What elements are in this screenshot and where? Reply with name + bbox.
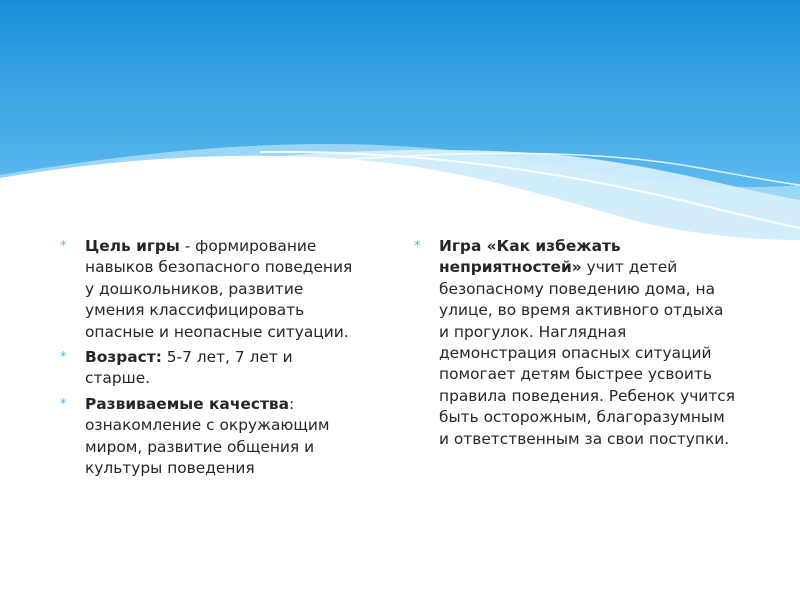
bullet-game-title: Игра «Как избежать неприятностей» <box>439 237 621 277</box>
bullet-qualities-text: : ознакомление с окружающим миром, развитие общения и культуры поведения <box>85 394 330 478</box>
bullet-goal-text: - формирование навыков безопасного поведения у дошкольников, развитие умения классифицировать опасные и неопасные ситуации. <box>85 237 353 341</box>
bullet-age <box>60 347 360 390</box>
bullet-goal-lead: Цель игры <box>85 237 180 255</box>
bullet-game-description <box>414 236 736 450</box>
bullet-star-icon: * <box>60 396 67 412</box>
bullet-star-icon: * <box>414 239 421 254</box>
bullet-game-text: учит детей безопасному поведению дома, на улице, во время активного отдыха и прогулок. Наглядная демонстрация опасных ситуаций помогает детям быстрее усвоить правила поведения. Ребенок учится быть осторожным, благоразумным и ответственным за свои поступки. <box>439 258 735 448</box>
bullet-star-icon: * <box>60 239 67 254</box>
bullet-age-text: 5-7 лет, 7 лет и старше. <box>85 348 293 388</box>
bullet-star-icon: * <box>60 350 67 366</box>
sky-wave-header <box>0 0 800 240</box>
bullet-qualities-lead: Развиваемые качества <box>85 394 289 413</box>
right-column <box>414 236 736 454</box>
bullet-qualities <box>60 394 360 480</box>
bullet-age-lead: Возраст: <box>85 348 162 367</box>
left-column <box>60 236 360 483</box>
bullet-goal <box>60 236 360 343</box>
